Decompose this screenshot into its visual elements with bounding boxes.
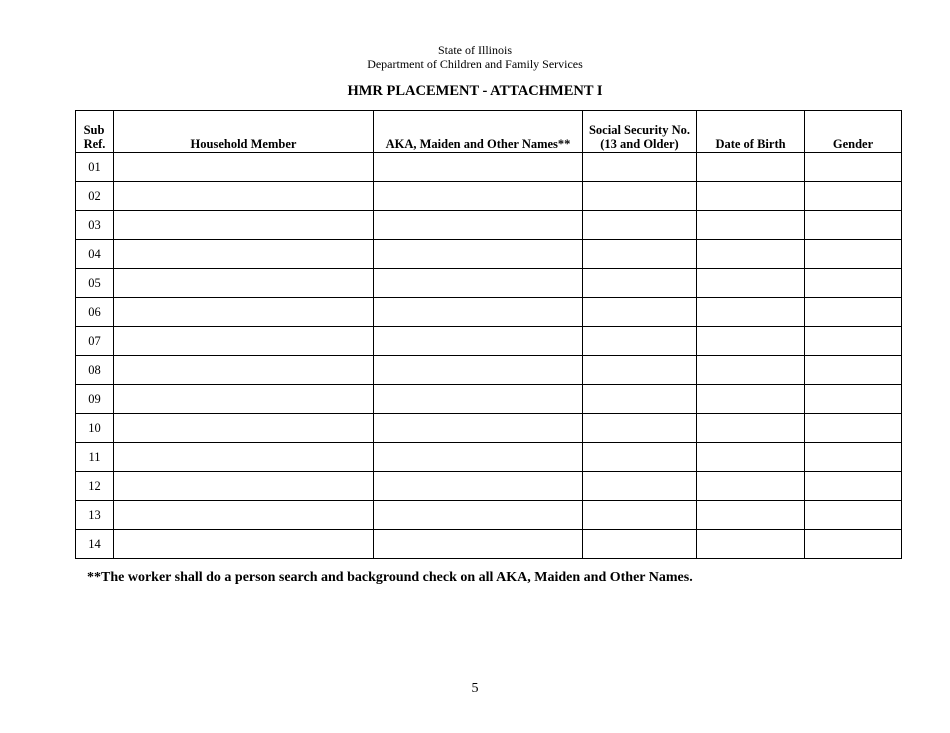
ssn-field[interactable]: [583, 153, 697, 182]
household-member-field[interactable]: [114, 240, 374, 269]
table-body: [76, 153, 902, 559]
gender-field[interactable]: [805, 385, 902, 414]
aka-names-field[interactable]: [374, 472, 583, 501]
column-header-household-member: Household Member: [114, 111, 374, 153]
sub-ref-cell: 08: [76, 356, 114, 385]
ssn-field[interactable]: [583, 385, 697, 414]
gender-field[interactable]: [805, 240, 902, 269]
sub-ref-cell: 01: [76, 153, 114, 182]
column-header-ssn: [583, 111, 697, 153]
sub-ref-label-line1: Sub: [83, 123, 105, 137]
form-title: HMR PLACEMENT - ATTACHMENT I: [347, 83, 603, 99]
table-row: [76, 298, 902, 327]
date-of-birth-field[interactable]: [697, 298, 805, 327]
column-header-sub-ref: [76, 111, 114, 153]
column-header-aka-names: AKA, Maiden and Other Names**: [374, 111, 583, 153]
ssn-label-line1: Social Security No.: [588, 123, 691, 137]
aka-names-field[interactable]: [374, 385, 583, 414]
household-member-field[interactable]: [114, 182, 374, 211]
household-member-field[interactable]: [114, 153, 374, 182]
table-row: [76, 240, 902, 269]
table-row: [76, 414, 902, 443]
household-member-field[interactable]: [114, 269, 374, 298]
sub-ref-cell: 03: [76, 211, 114, 240]
aka-names-field[interactable]: [374, 414, 583, 443]
household-member-field[interactable]: [114, 356, 374, 385]
ssn-field[interactable]: [583, 472, 697, 501]
gender-field[interactable]: [805, 356, 902, 385]
page-number: 5: [471, 681, 479, 696]
household-member-field[interactable]: [114, 472, 374, 501]
sub-ref-label-line2: Ref.: [83, 137, 106, 151]
household-member-field[interactable]: [114, 530, 374, 559]
sub-ref-label: [84, 123, 106, 151]
date-of-birth-field[interactable]: [697, 385, 805, 414]
aka-names-field[interactable]: [374, 501, 583, 530]
aka-names-field[interactable]: [374, 356, 583, 385]
aka-names-field[interactable]: [374, 327, 583, 356]
ssn-field[interactable]: [583, 240, 697, 269]
table-row: [76, 153, 902, 182]
ssn-field[interactable]: [583, 182, 697, 211]
table-row: [76, 211, 902, 240]
gender-field[interactable]: [805, 327, 902, 356]
household-member-field[interactable]: [114, 443, 374, 472]
date-of-birth-field[interactable]: [697, 240, 805, 269]
gender-field[interactable]: [805, 298, 902, 327]
table-row: [76, 327, 902, 356]
gender-field[interactable]: [805, 211, 902, 240]
ssn-label-line2: (13 and Older): [600, 137, 679, 151]
table-row: [76, 182, 902, 211]
sub-ref-cell: 14: [76, 530, 114, 559]
department-name: Department of Children and Family Services: [367, 57, 583, 71]
date-of-birth-field[interactable]: [697, 530, 805, 559]
sub-ref-cell: 07: [76, 327, 114, 356]
ssn-field[interactable]: [583, 501, 697, 530]
gender-field[interactable]: [805, 269, 902, 298]
date-of-birth-field[interactable]: [697, 356, 805, 385]
table-header-row: [76, 111, 902, 153]
date-of-birth-field[interactable]: [697, 269, 805, 298]
table-row: [76, 269, 902, 298]
household-member-field[interactable]: [114, 385, 374, 414]
gender-field[interactable]: [805, 472, 902, 501]
aka-names-field[interactable]: [374, 530, 583, 559]
column-header-date-of-birth: Date of Birth: [697, 111, 805, 153]
table-row: [76, 443, 902, 472]
aka-names-field[interactable]: [374, 211, 583, 240]
household-member-field[interactable]: [114, 414, 374, 443]
ssn-field[interactable]: [583, 414, 697, 443]
gender-field[interactable]: [805, 443, 902, 472]
state-name: State of Illinois: [438, 43, 512, 57]
gender-field[interactable]: [805, 530, 902, 559]
aka-names-field[interactable]: [374, 240, 583, 269]
aka-names-field[interactable]: [374, 269, 583, 298]
date-of-birth-field[interactable]: [697, 211, 805, 240]
household-member-field[interactable]: [114, 501, 374, 530]
gender-field[interactable]: [805, 153, 902, 182]
sub-ref-cell: 06: [76, 298, 114, 327]
sub-ref-cell: 10: [76, 414, 114, 443]
ssn-label: [589, 123, 690, 151]
aka-names-field[interactable]: [374, 443, 583, 472]
ssn-field[interactable]: [583, 443, 697, 472]
aka-names-field[interactable]: [374, 298, 583, 327]
ssn-field[interactable]: [583, 269, 697, 298]
gender-field[interactable]: [805, 182, 902, 211]
gender-field[interactable]: [805, 501, 902, 530]
ssn-field[interactable]: [583, 211, 697, 240]
sub-ref-cell: 02: [76, 182, 114, 211]
ssn-field[interactable]: [583, 298, 697, 327]
sub-ref-cell: 12: [76, 472, 114, 501]
date-of-birth-field[interactable]: [697, 472, 805, 501]
table-row: [76, 501, 902, 530]
footnote: **The worker shall do a person search and background check on all AKA, Maiden and Other Names.: [87, 570, 693, 585]
date-of-birth-field[interactable]: [697, 182, 805, 211]
aka-names-field[interactable]: [374, 182, 583, 211]
date-of-birth-field[interactable]: [697, 501, 805, 530]
date-of-birth-field[interactable]: [697, 414, 805, 443]
gender-field[interactable]: [805, 414, 902, 443]
household-member-field[interactable]: [114, 298, 374, 327]
sub-ref-cell: 13: [76, 501, 114, 530]
sub-ref-cell: 04: [76, 240, 114, 269]
sub-ref-cell: 05: [76, 269, 114, 298]
ssn-field[interactable]: [583, 327, 697, 356]
household-members-table: [75, 110, 902, 559]
table-row: [76, 356, 902, 385]
ssn-field[interactable]: [583, 530, 697, 559]
table-row: [76, 472, 902, 501]
table-row: [76, 385, 902, 414]
sub-ref-cell: 09: [76, 385, 114, 414]
ssn-field[interactable]: [583, 356, 697, 385]
date-of-birth-field[interactable]: [697, 443, 805, 472]
sub-ref-cell: 11: [76, 443, 114, 472]
household-member-field[interactable]: [114, 211, 374, 240]
date-of-birth-field[interactable]: [697, 327, 805, 356]
date-of-birth-field[interactable]: [697, 153, 805, 182]
table-row: [76, 530, 902, 559]
column-header-gender: Gender: [805, 111, 902, 153]
household-member-field[interactable]: [114, 327, 374, 356]
aka-names-field[interactable]: [374, 153, 583, 182]
